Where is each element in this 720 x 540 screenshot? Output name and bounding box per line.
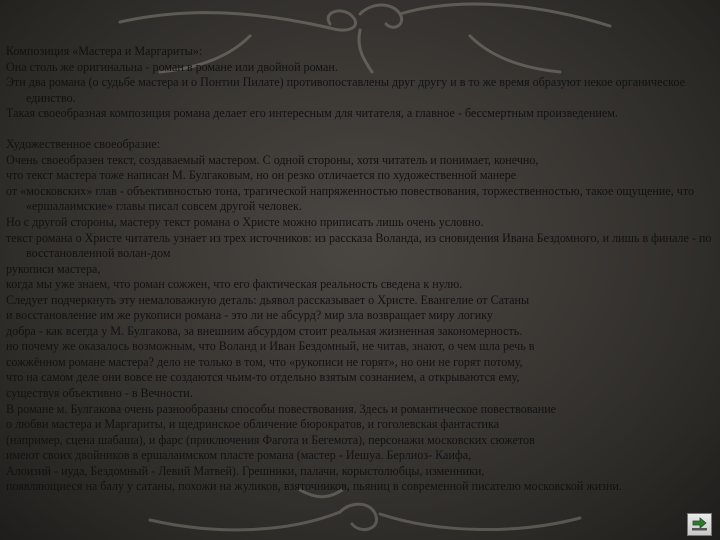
paragraph: что на самом деле они вовсе не создаются чьим-то отдельно взятым сознанием, а открываются ему, bbox=[6, 370, 520, 385]
paragraph: Но с другой стороны, мастеру текст романа о Христе можно приписать лишь очень условно. bbox=[6, 214, 484, 229]
return-button[interactable] bbox=[687, 513, 712, 536]
paragraph: о любви мастера и Маргариты, и щедринское обличение бюрократов, и гоголевская фантастика bbox=[6, 417, 500, 432]
paragraph: и восстановление им же рукописи романа - это ли не абсурд? мир зла возвращает миру логику bbox=[6, 308, 493, 323]
paragraph: добра - как всегда у М. Булгакова, за внешним абсурдом стоит реальная жизненная закономерность. bbox=[6, 323, 523, 338]
paragraph: имеют своих двойников в ершалаимском пласте романа (мастер - Иешуа. Берлиоз- Каифа, bbox=[6, 448, 472, 463]
paragraph: рукописи мастера, bbox=[6, 261, 101, 276]
paragraph: Эти два романа (о судьбе мастера и о Понтии Пилате) противопоставлены друг другу и в то же время образуют некое органическое единство. bbox=[6, 75, 685, 105]
return-arrow-icon bbox=[691, 517, 708, 532]
paragraph: Очень своеобразен текст, создаваемый мастером. С одной стороны, хотя читатель и понимает, конечно, bbox=[6, 152, 539, 167]
section-title-artistic-originality: Художественное своеобразие: bbox=[6, 137, 161, 152]
paragraph: В романе м. Булгакова очень разнообразны способы повествования. Здесь и романтическое повествование bbox=[6, 401, 557, 416]
slide-text bbox=[6, 44, 714, 495]
paragraph: существуя объективно - в Вечности. bbox=[6, 385, 193, 400]
section-title-composition: Композиция «Мастера и Маргариты»: bbox=[6, 44, 203, 58]
paragraph: появляющиеся на балу у сатаны, похожи на жуликов, взяточников, пьяниц в современной писателю московской жизни. bbox=[6, 479, 622, 494]
spacer bbox=[6, 122, 714, 138]
paragraph: когда мы уже знаем, что роман сожжен, что его фактическая реальность сведена к нулю. bbox=[6, 277, 463, 292]
paragraph: Алоизий - иуда, Бездомный - Левий Матвей). Грешники, палачи, корыстолюбцы, изменники, bbox=[6, 463, 485, 478]
paragraph: Такая своеобразная композиция романа делает его интересным для читателя, а главное - бессмертным произведением. bbox=[6, 106, 618, 121]
paragraph: Она столь же оригинальна - роман в романе или двойной роман. bbox=[6, 59, 338, 74]
paragraph: текст романа о Христе читатель узнает из трех источников: из рассказа Воланда, из сновидения Ивана Бездомного, и лишь в финале - по восстановленной волан-дом bbox=[6, 230, 712, 261]
paragraph: Следует подчеркнуть эту немаловажную деталь: дьявол рассказывает о Христе. Евангелие от Сатаны bbox=[6, 292, 530, 307]
paragraph: (например, сцена шабаша), и фарс (приключения Фагота и Бегемота), персонажи московских сюжетов bbox=[6, 432, 535, 447]
paragraph: что текст мастера тоже написан М. Булгаковым, но он резко отличается по художественной манере bbox=[6, 168, 517, 183]
paragraph: но почему же оказалось возможным, что Воланд и Иван Бездомный, не читав, знают, о чем шла речь в bbox=[6, 339, 535, 354]
paragraph: от «московских» глав - объективностью тона, трагической напряженностью повествования, торжественностью, такое ощущение, что «ершалаимские» главы писал совсем другой человек. bbox=[6, 183, 695, 214]
paragraph: сожжённом романе мастера? дело не только в том, что «рукописи не горят», но они не горят потому, bbox=[6, 354, 523, 369]
